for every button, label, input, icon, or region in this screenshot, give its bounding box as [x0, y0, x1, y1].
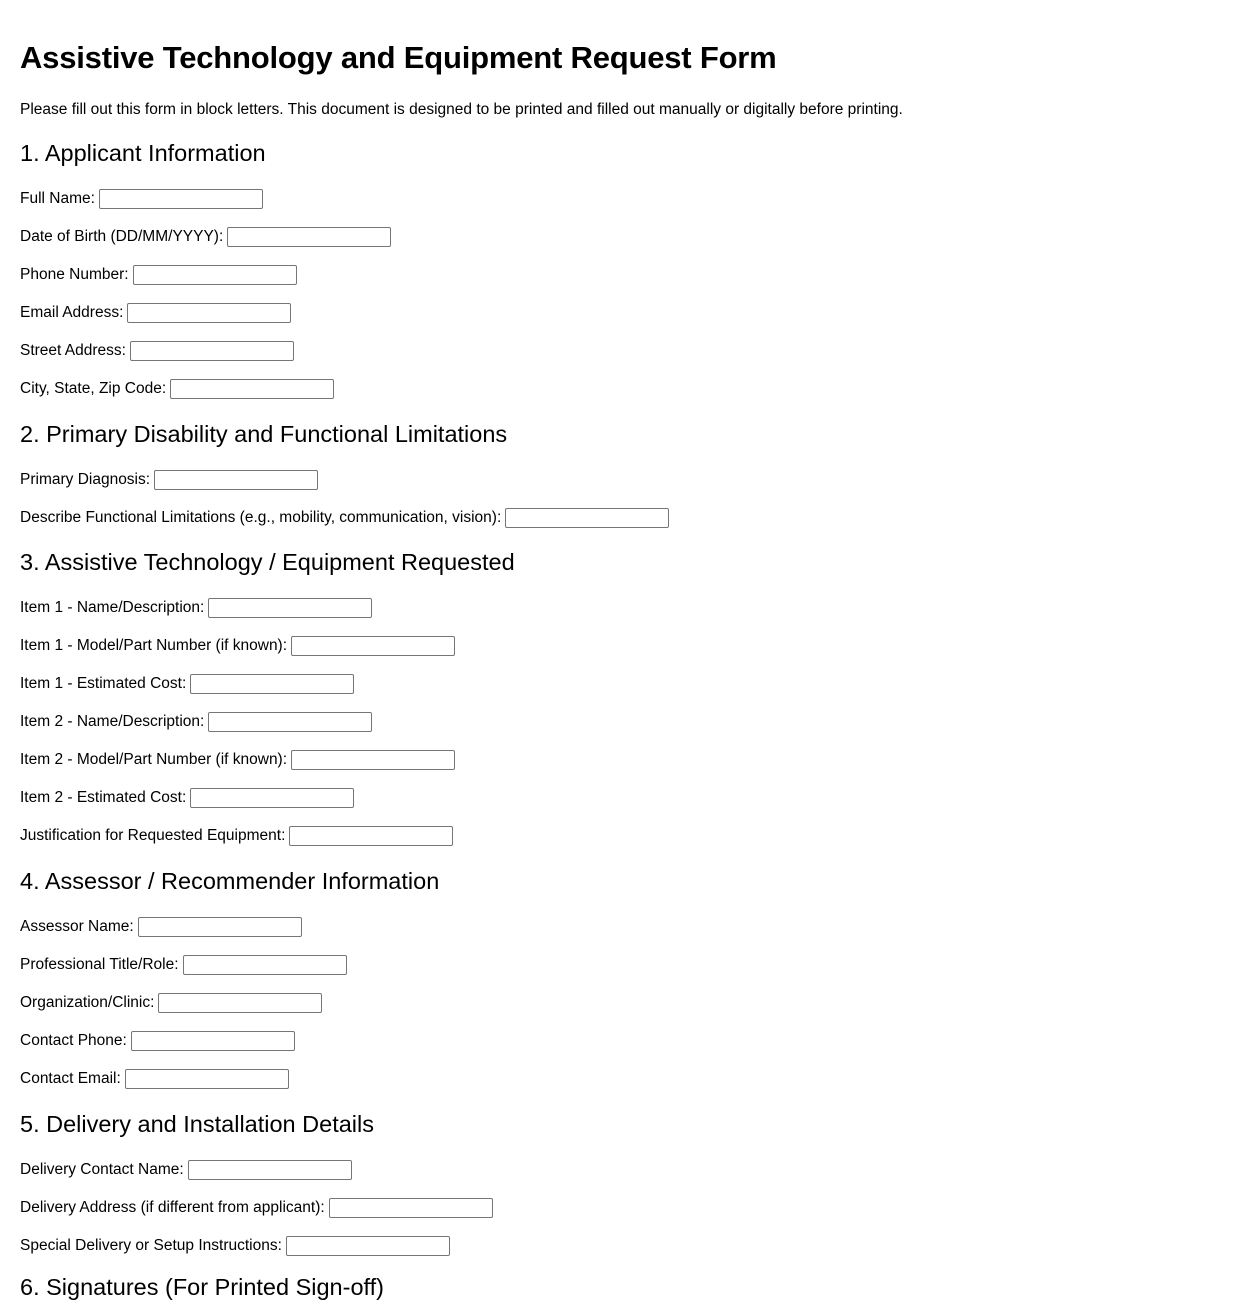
form-instructions: Please fill out this form in block letters. This document is designed to be printed and filled out manually or digitally before printing.	[20, 101, 903, 118]
field-limitations	[20, 507, 669, 529]
field-justification	[20, 825, 453, 847]
section-applicant-heading: 1. Applicant Information	[20, 140, 266, 166]
section-assessor-heading: 4. Assessor / Recommender Information	[20, 868, 440, 894]
field-email	[20, 302, 291, 324]
full-name-label: Full Name:	[20, 190, 95, 207]
city-label: City, State, Zip Code:	[20, 380, 167, 397]
email-input[interactable]	[127, 303, 291, 323]
street-input[interactable]	[130, 341, 294, 361]
limitations-input[interactable]	[505, 508, 669, 528]
dob-input[interactable]	[227, 227, 391, 247]
field-item2-model	[20, 749, 455, 771]
field-delivery-instructions	[20, 1235, 450, 1257]
delivery-contact-input[interactable]	[188, 1160, 352, 1180]
form-title: Assistive Technology and Equipment Request Form	[20, 40, 777, 75]
item1-name-input[interactable]	[208, 598, 372, 618]
section-equipment-heading: 3. Assistive Technology / Equipment Requested	[20, 549, 515, 575]
justification-input[interactable]	[289, 826, 453, 846]
item2-name-input[interactable]	[208, 712, 372, 732]
field-assessor-phone	[20, 1030, 295, 1052]
field-delivery-contact	[20, 1159, 352, 1181]
field-item1-name	[20, 597, 372, 619]
assessor-name-input[interactable]	[138, 917, 302, 937]
assessor-name-label: Assessor Name:	[20, 918, 134, 935]
item2-name-label: Item 2 - Name/Description:	[20, 713, 205, 730]
item1-name-label: Item 1 - Name/Description:	[20, 599, 205, 616]
assessor-org-input[interactable]	[158, 993, 322, 1013]
field-city	[20, 378, 334, 400]
field-item1-cost	[20, 673, 354, 695]
assessor-org-label: Organization/Clinic:	[20, 994, 155, 1011]
item1-model-label: Item 1 - Model/Part Number (if known):	[20, 637, 288, 654]
field-street	[20, 340, 294, 362]
assessor-email-label: Contact Email:	[20, 1070, 121, 1087]
field-assessor-title	[20, 954, 347, 976]
field-dob	[20, 226, 391, 248]
full-name-input[interactable]	[99, 189, 263, 209]
field-assessor-email	[20, 1068, 289, 1090]
item2-model-label: Item 2 - Model/Part Number (if known):	[20, 751, 288, 768]
item1-cost-label: Item 1 - Estimated Cost:	[20, 675, 187, 692]
assessor-phone-input[interactable]	[131, 1031, 295, 1051]
field-item2-cost	[20, 787, 354, 809]
limitations-label: Describe Functional Limitations (e.g., mobility, communication, vision):	[20, 509, 502, 526]
field-assessor-org	[20, 992, 322, 1014]
justification-label: Justification for Requested Equipment:	[20, 827, 286, 844]
item2-model-input[interactable]	[291, 750, 455, 770]
phone-input[interactable]	[133, 265, 297, 285]
city-input[interactable]	[170, 379, 334, 399]
section-disability-heading: 2. Primary Disability and Functional Limitations	[20, 421, 508, 447]
field-item2-name	[20, 711, 372, 733]
diagnosis-label: Primary Diagnosis:	[20, 471, 151, 488]
delivery-contact-label: Delivery Contact Name:	[20, 1161, 184, 1178]
delivery-instructions-label: Special Delivery or Setup Instructions:	[20, 1237, 282, 1254]
field-assessor-name	[20, 916, 302, 938]
item2-cost-input[interactable]	[190, 788, 354, 808]
field-full-name	[20, 188, 263, 210]
field-phone	[20, 264, 297, 286]
assessor-email-input[interactable]	[125, 1069, 289, 1089]
section-delivery-heading: 5. Delivery and Installation Details	[20, 1111, 374, 1137]
delivery-address-input[interactable]	[329, 1198, 493, 1218]
dob-label: Date of Birth (DD/MM/YYYY):	[20, 228, 224, 245]
field-item1-model	[20, 635, 455, 657]
diagnosis-input[interactable]	[154, 470, 318, 490]
assessor-title-label: Professional Title/Role:	[20, 956, 179, 973]
delivery-address-label: Delivery Address (if different from applicant):	[20, 1199, 325, 1216]
email-label: Email Address:	[20, 304, 124, 321]
phone-label: Phone Number:	[20, 266, 129, 283]
assessor-title-input[interactable]	[183, 955, 347, 975]
item2-cost-label: Item 2 - Estimated Cost:	[20, 789, 187, 806]
delivery-instructions-input[interactable]	[286, 1236, 450, 1256]
section-signatures-heading: 6. Signatures (For Printed Sign-off)	[20, 1274, 384, 1300]
item1-cost-input[interactable]	[190, 674, 354, 694]
street-label: Street Address:	[20, 342, 126, 359]
assessor-phone-label: Contact Phone:	[20, 1032, 127, 1049]
field-diagnosis	[20, 469, 318, 491]
item1-model-input[interactable]	[291, 636, 455, 656]
field-delivery-address	[20, 1197, 493, 1219]
